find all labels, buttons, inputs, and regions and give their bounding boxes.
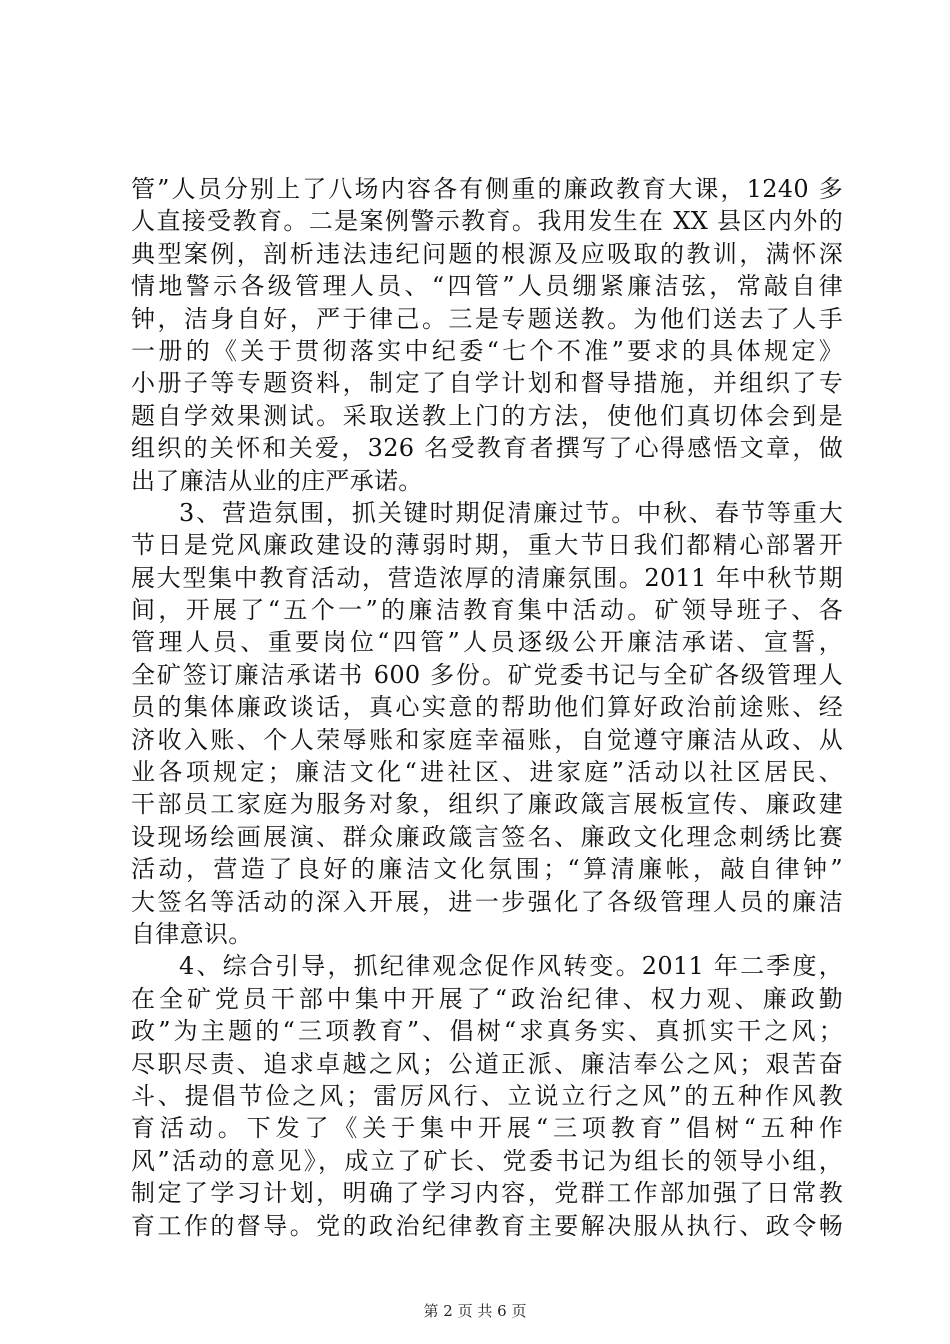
text-line: 情地警示各级管理人员、“四管”人员绷紧廉洁弦，常敲自律 <box>131 272 843 301</box>
text-line: 全矿签订廉洁承诺书 600 多份。矿党委书记与全矿各级管理人 <box>131 660 843 689</box>
text-line: 尽职尽责、追求卓越之风；公道正派、廉洁奉公之风；艰苦奋 <box>131 1049 843 1078</box>
text-line: 一册的《关于贯彻落实中纪委“七个不准”要求的具体规定》 <box>131 336 843 365</box>
text-line: 风”活动的意见》，成立了矿长、党委书记为组长的领导小组， <box>131 1146 843 1175</box>
text-line: 制定了学习计划，明确了学习内容，党群工作部加强了日常教 <box>131 1179 843 1208</box>
text-line: 间，开展了“五个一”的廉洁教育集中活动。矿领导班子、各 <box>131 596 843 625</box>
text-line: 人直接受教育。二是案例警示教育。我用发生在 XX 县区内外的 <box>131 207 843 236</box>
text-line: 3、营造氛围，抓关键时期促清廉过节。中秋、春节等重大 <box>179 498 843 527</box>
text-line: 管理人员、重要岗位“四管”人员逐级公开廉洁承诺、宣誓， <box>131 628 843 657</box>
text-line: 典型案例，剖析违法违纪问题的根源及应吸取的教训，满怀深 <box>131 239 843 268</box>
text-line: 展大型集中教育活动，营造浓厚的清廉氛围。2011 年中秋节期 <box>131 563 843 592</box>
text-line: 育工作的督导。党的政治纪律教育主要解决服从执行、政令畅 <box>131 1211 843 1240</box>
text-line: 斗、提倡节俭之风；雷厉风行、立说立行之风”的五种作风教 <box>131 1081 843 1110</box>
text-line: 设现场绘画展演、群众廉政箴言签名、廉政文化理念刺绣比赛 <box>131 822 843 851</box>
text-line: 员的集体廉政谈话，真心实意的帮助他们算好政治前途账、经 <box>131 693 843 722</box>
text-line: 题自学效果测试。采取送教上门的方法，使他们真切体会到是 <box>131 401 843 430</box>
text-line: 育活动。下发了《关于集中开展“三项教育”倡树“五种作 <box>131 1114 843 1143</box>
page-number-footer: 第 2 页 共 6 页 <box>423 1302 527 1320</box>
text-line: 活动，营造了良好的廉洁文化氛围；“算清廉帐，敲自律钟” <box>131 855 843 884</box>
text-line: 在全矿党员干部中集中开展了“政治纪律、权力观、廉政勤 <box>131 984 843 1013</box>
text-line: 小册子等专题资料，制定了自学计划和督导措施，并组织了专 <box>131 369 843 398</box>
text-line: 4、综合引导，抓纪律观念促作风转变。2011 年二季度， <box>179 952 843 981</box>
text-line: 钟，洁身自好，严于律己。三是专题送教。为他们送去了人手 <box>131 304 843 333</box>
text-line: 大签名等活动的深入开展，进一步强化了各级管理人员的廉洁 <box>131 887 843 916</box>
text-line: 自律意识。 <box>131 919 253 948</box>
text-line: 干部员工家庭为服务对象，组织了廉政箴言展板宣传、廉政建 <box>131 790 843 819</box>
text-line: 节日是党风廉政建设的薄弱时期，重大节日我们都精心部署开 <box>131 531 843 560</box>
text-line: 济收入账、个人荣辱账和家庭幸福账，自觉遵守廉洁从政、从 <box>131 725 843 754</box>
text-line: 政”为主题的“三项教育”、倡树“求真务实、真抓实干之风； <box>131 1017 843 1046</box>
text-line: 出了廉洁从业的庄严承诺。 <box>131 466 423 495</box>
document-body <box>131 173 843 1242</box>
text-line: 组织的关怀和关爱，326 名受教育者撰写了心得感悟文章，做 <box>131 434 843 463</box>
text-line: 业各项规定；廉洁文化“进社区、进家庭”活动以社区居民、 <box>131 758 843 787</box>
text-line: 管”人员分别上了八场内容各有侧重的廉政教育大课，1240 多 <box>131 175 843 203</box>
